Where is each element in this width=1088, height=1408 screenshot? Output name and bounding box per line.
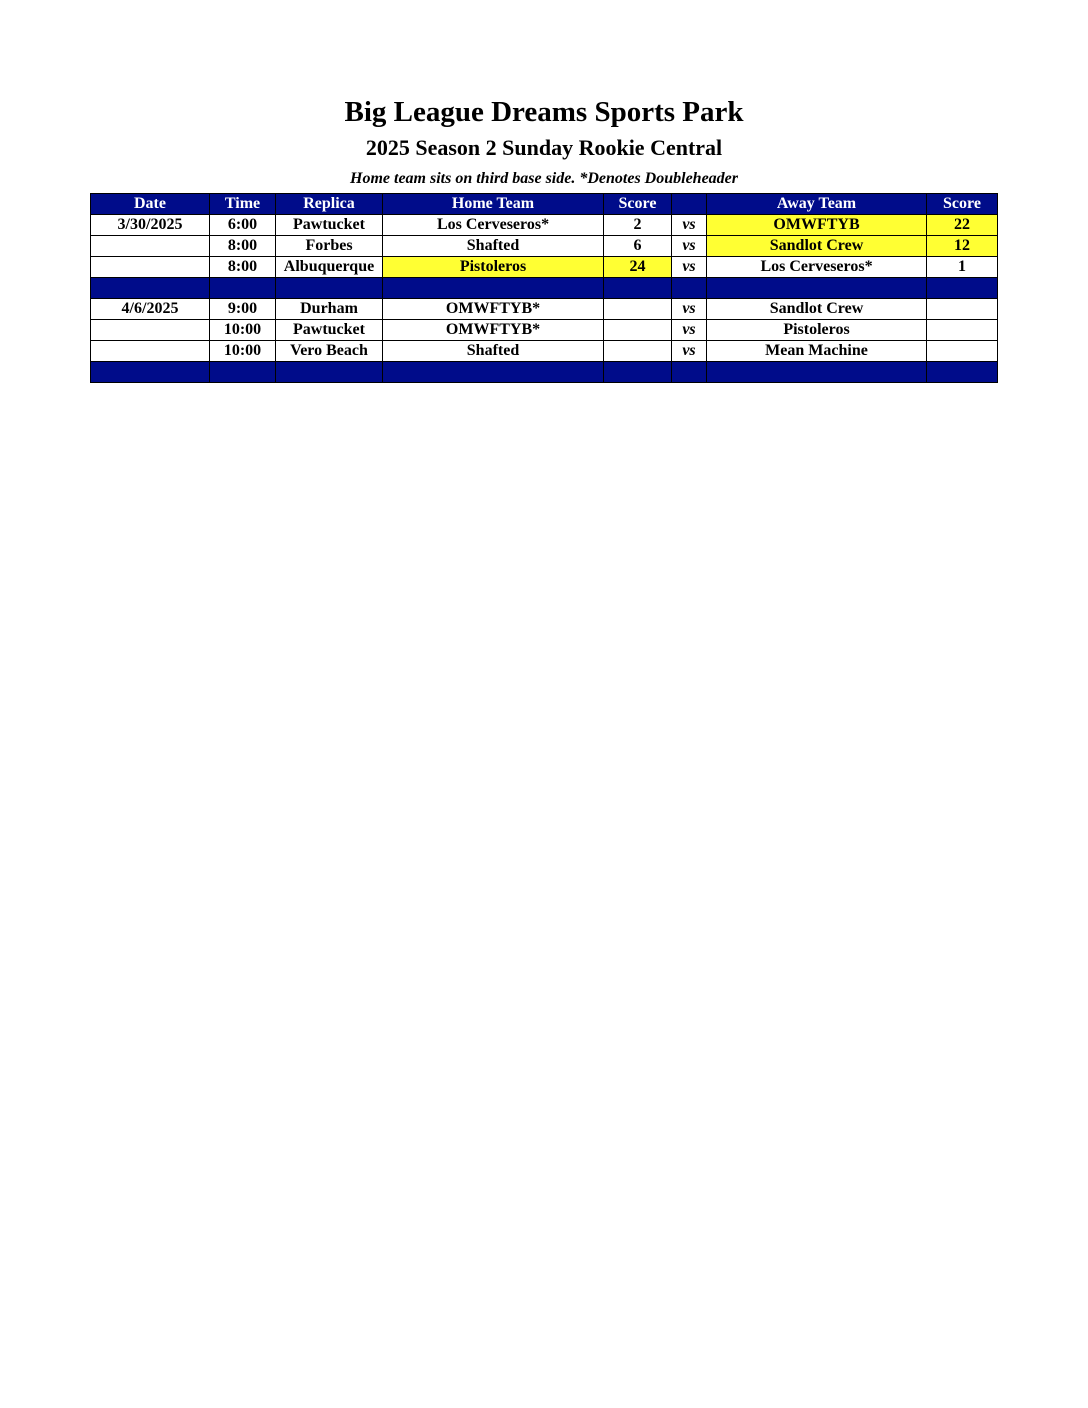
- col-replica: Replica: [276, 194, 383, 215]
- date-cell: [91, 236, 210, 257]
- replica-cell: Pawtucket: [276, 320, 383, 341]
- time-cell: 8:00: [210, 257, 276, 278]
- col-away-score: Score: [927, 194, 998, 215]
- home-team-cell: Shafted: [383, 341, 604, 362]
- home-score-cell: [604, 341, 672, 362]
- time-cell: 6:00: [210, 215, 276, 236]
- col-home-score: Score: [604, 194, 672, 215]
- col-away-team: Away Team: [707, 194, 927, 215]
- date-cell: [91, 257, 210, 278]
- away-score-cell: [927, 299, 998, 320]
- header-row: [91, 194, 998, 215]
- replica-cell: Pawtucket: [276, 215, 383, 236]
- away-score-cell: 12: [927, 236, 998, 257]
- away-team-cell: Mean Machine: [707, 341, 927, 362]
- home-team-cell: OMWFTYB*: [383, 320, 604, 341]
- replica-cell: Vero Beach: [276, 341, 383, 362]
- date-cell: [91, 320, 210, 341]
- vs-cell: vs: [672, 299, 707, 320]
- table-row: [91, 257, 998, 278]
- vs-cell: vs: [672, 236, 707, 257]
- vs-cell: vs: [672, 215, 707, 236]
- col-date: Date: [91, 194, 210, 215]
- home-team-cell: Pistoleros: [383, 257, 604, 278]
- schedule-note: Home team sits on third base side. *Denotes Doubleheader: [350, 170, 738, 187]
- vs-cell: vs: [672, 257, 707, 278]
- replica-cell: Forbes: [276, 236, 383, 257]
- away-team-cell: OMWFTYB: [707, 215, 927, 236]
- col-vs: [672, 194, 707, 215]
- home-score-cell: 24: [604, 257, 672, 278]
- table-row: [91, 341, 998, 362]
- away-score-cell: 1: [927, 257, 998, 278]
- home-score-cell: 2: [604, 215, 672, 236]
- home-score-cell: 6: [604, 236, 672, 257]
- home-score-cell: [604, 320, 672, 341]
- time-cell: 10:00: [210, 341, 276, 362]
- away-team-cell: Sandlot Crew: [707, 236, 927, 257]
- home-score-cell: [604, 299, 672, 320]
- away-team-cell: Sandlot Crew: [707, 299, 927, 320]
- date-cell: [91, 341, 210, 362]
- replica-cell: Albuquerque: [276, 257, 383, 278]
- table-row: [91, 236, 998, 257]
- away-team-cell: Pistoleros: [707, 320, 927, 341]
- col-home-team: Home Team: [383, 194, 604, 215]
- away-team-cell: Los Cerveseros*: [707, 257, 927, 278]
- replica-cell: Durham: [276, 299, 383, 320]
- date-cell: 4/6/2025: [91, 299, 210, 320]
- page-title: Big League Dreams Sports Park: [344, 96, 744, 128]
- home-team-cell: Los Cerveseros*: [383, 215, 604, 236]
- time-cell: 10:00: [210, 320, 276, 341]
- page-subtitle: 2025 Season 2 Sunday Rookie Central: [365, 135, 723, 160]
- col-time: Time: [210, 194, 276, 215]
- away-score-cell: 22: [927, 215, 998, 236]
- schedule-table: [90, 193, 998, 383]
- separator-row: [91, 362, 998, 383]
- table-row: [91, 320, 998, 341]
- vs-cell: vs: [672, 341, 707, 362]
- table-row: [91, 299, 998, 320]
- away-score-cell: [927, 341, 998, 362]
- table-row: [91, 215, 998, 236]
- separator-row: [91, 278, 998, 299]
- vs-cell: vs: [672, 320, 707, 341]
- date-cell: 3/30/2025: [91, 215, 210, 236]
- away-score-cell: [927, 320, 998, 341]
- home-team-cell: Shafted: [383, 236, 604, 257]
- time-cell: 9:00: [210, 299, 276, 320]
- time-cell: 8:00: [210, 236, 276, 257]
- home-team-cell: OMWFTYB*: [383, 299, 604, 320]
